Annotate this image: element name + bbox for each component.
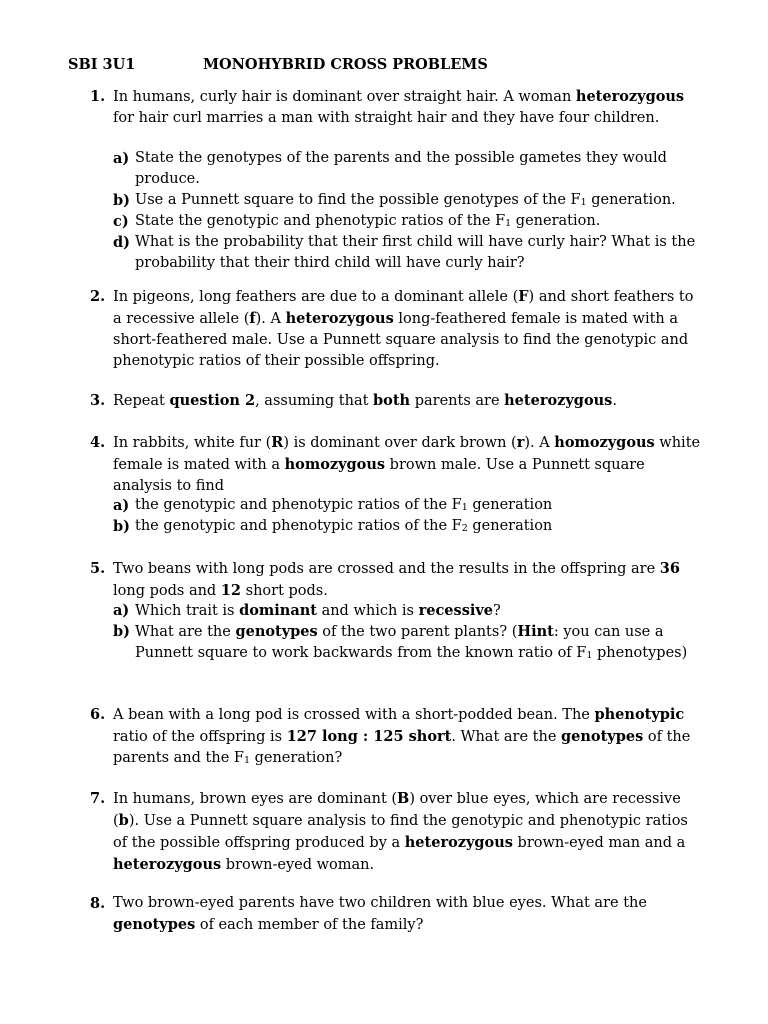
subscript: 1 [505,218,512,229]
bold-text: question 2 [169,392,256,409]
part-label: b) [113,518,130,535]
part-text [135,516,703,537]
question-part-b [113,621,703,664]
text-run: of each member of the family? [195,917,424,933]
bold-text: heterozygous [575,88,685,105]
bold-text: heterozygous [113,856,222,873]
question-text [113,432,703,497]
text-run: the genotypic and phenotypic ratios of the F [135,518,462,534]
text-run: parents are [410,393,505,409]
text-run: ). Use a Punnett square analysis to find the genotypic and phenotypic ratios of the possible offspring produced by a [113,813,688,851]
part-label: b) [113,192,130,209]
bold-text: both [373,392,411,409]
bold-text: 12 [220,582,242,599]
part-text [135,621,703,664]
part-text [135,148,703,190]
text-run: brown-eyed man and a [512,835,686,851]
text-run: : you can use a Punnett square to work backwards from the known ratio of F [135,624,664,661]
question-text [113,86,703,129]
question-part-c [113,211,703,232]
part-label: d) [113,234,130,251]
text-run: In humans, curly hair is dominant over straight hair. A woman [113,89,576,105]
question-number: 3. [90,392,106,409]
bold-text: heterozygous [285,310,394,327]
bold-text: homozygous [554,434,655,451]
text-run: long pods and [113,583,221,599]
question-part-b [113,190,703,211]
bold-text: dominant [239,602,317,619]
question-part-b [113,516,703,537]
text-run: Which trait is [135,603,240,619]
text-run: ). A [255,311,286,327]
text-run: short pods. [241,583,328,599]
bold-text: F [518,288,529,305]
bold-text: heterozygous [504,392,613,409]
text-run: white female is mated with a [113,435,701,473]
text-run: ) is dominant over dark brown ( [283,435,517,451]
question-part-a [113,148,703,190]
subscript: 1 [580,197,587,208]
bold-text: 36 [659,560,680,577]
text-run: , assuming that [255,393,374,409]
part-text [135,600,703,622]
subscript: 2 [461,523,468,534]
question-text [113,704,703,769]
bold-text: Hint [517,623,554,640]
text-run: . [612,393,617,409]
question-text [113,390,703,412]
subscript: 1 [586,650,593,661]
question-number: 1. [90,88,106,105]
text-run: Repeat [113,393,170,409]
part-label: c) [113,213,129,230]
subscript: 1 [461,502,468,513]
bold-text: homozygous [284,456,386,473]
part-text [135,211,703,232]
text-run: generation. [511,213,601,229]
text-run: the genotypic and phenotypic ratios of the F [135,497,462,513]
text-run: In rabbits, white fur ( [113,435,272,451]
text-run: generation [467,518,553,534]
bold-text: R [271,434,284,451]
text-run: ) and short feathers to a recessive allele ( [113,289,694,327]
course-code: SBI 3U1 [68,56,136,73]
text-run: ratio of the offspring is [113,729,287,745]
question-text [113,286,703,372]
text-run: ? [493,603,501,619]
text-run: State the genotypic and phenotypic ratios of the F [135,213,506,229]
question-number: 5. [90,560,106,577]
question-text [113,558,703,602]
text-run: ) over blue eyes, which are recessive ( [113,791,681,829]
bold-text: B [397,790,410,807]
question-number: 7. [90,790,106,807]
part-label: a) [113,602,130,619]
text-run: What are the [135,624,236,640]
text-run: A bean with a long pod is crossed with a short-podded bean. The [113,707,595,723]
question-part-d [113,232,703,274]
text-run: Two brown-eyed parents have two children with blue eyes. What are the [113,895,647,911]
bold-text: heterozygous [404,834,513,851]
text-run: brown male. Use a Punnett square analysis to find [113,457,645,494]
bold-text: 127 long : 125 short [286,728,452,745]
question-text [113,788,703,876]
text-run: generation. [586,192,676,208]
bold-text: r [516,434,525,451]
part-label: a) [113,497,130,514]
page-title: MONOHYBRID CROSS PROBLEMS [203,56,488,73]
part-label: a) [113,150,130,167]
text-run: What is the probability that their first child will have curly hair? What is the probability that their third child will have curly hair? [135,234,696,271]
question-part-a [113,495,703,516]
text-run: brown-eyed woman. [221,857,375,873]
question-number: 8. [90,895,106,912]
text-run: Use a Punnett square to find the possible genotypes of the F [135,192,581,208]
text-run: In pigeons, long feathers are due to a dominant allele ( [113,289,519,305]
question-number: 2. [90,288,106,305]
question-text [113,893,703,936]
bold-text: b [118,812,129,829]
question-number: 4. [90,434,106,451]
text-run: generation? [250,750,343,766]
text-run: for hair curl marries a man with straight hair and they have four children. [113,110,660,126]
part-text [135,232,703,274]
bold-text: genotypes [561,728,644,745]
bold-text: genotypes [235,623,318,640]
subscript: 1 [243,755,250,766]
text-run: State the genotypes of the parents and the possible gametes they would produce. [135,150,667,187]
question-part-a [113,600,703,622]
part-label: b) [113,623,130,640]
text-run: In humans, brown eyes are dominant ( [113,791,398,807]
bold-text: genotypes [113,916,196,933]
bold-text: phenotypic [594,706,685,723]
bold-text: recessive [418,602,494,619]
text-run: ). A [524,435,555,451]
text-run: phenotypes) [592,645,688,661]
text-run: and which is [316,603,419,619]
text-run: generation [467,497,553,513]
bold-text: f [249,310,256,327]
part-text [135,495,703,516]
part-text [135,190,703,211]
question-number: 6. [90,706,106,723]
text-run: of the two parent plants? ( [317,624,518,640]
text-run: of the parents and the F [113,729,691,766]
text-run: . What are the [451,729,562,745]
text-run: Two beans with long pods are crossed and the results in the offspring are [113,561,660,577]
text-run: long-feathered female is mated with a short-feathered male. Use a Punnett square analysis to find the genotypic and phenotypic ratios of their possible offspring. [113,311,689,369]
